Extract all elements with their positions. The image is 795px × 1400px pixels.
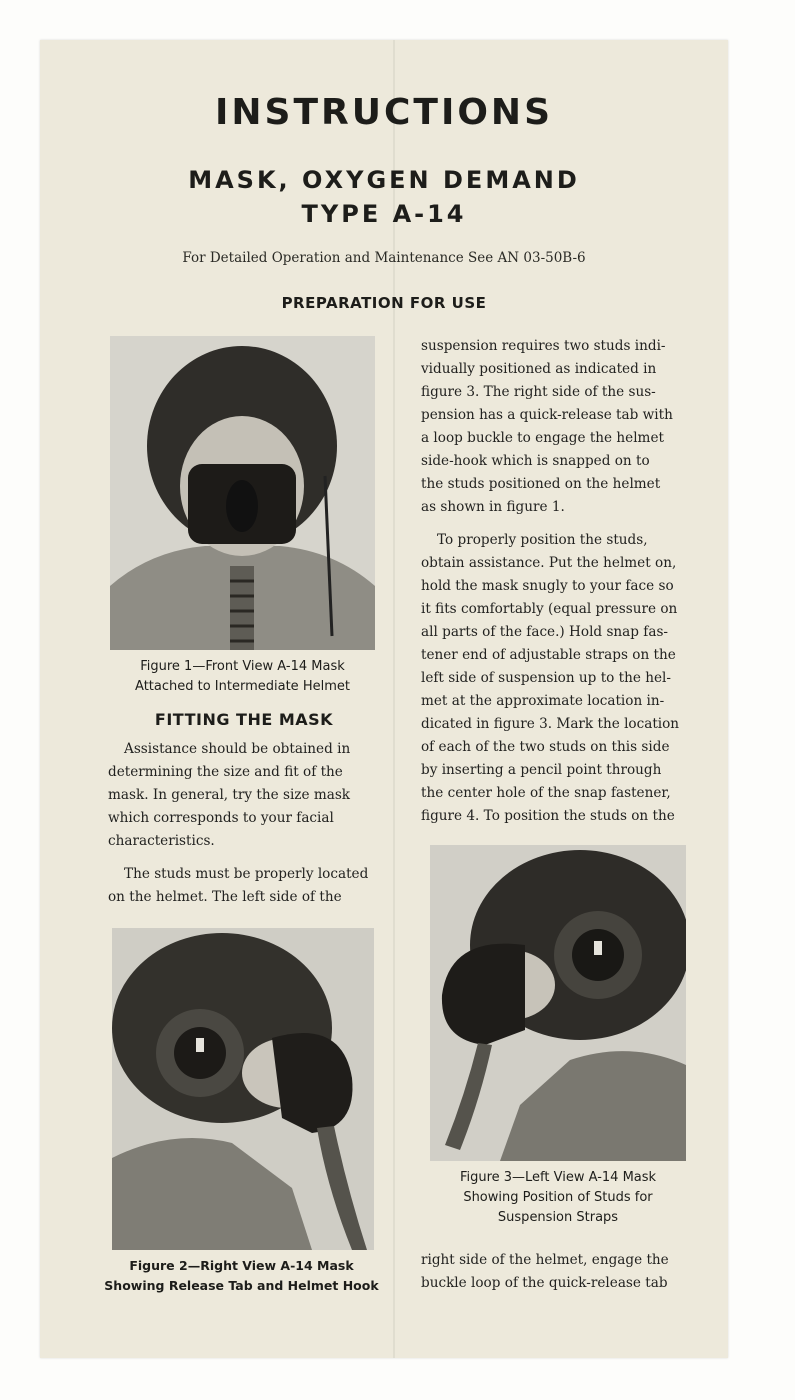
- text-line: side-hook which is snapped on to: [421, 453, 650, 469]
- text-line: as shown in figure 1.: [421, 499, 565, 515]
- text-line: mask. In general, try the size mask: [108, 787, 351, 803]
- text-line: all parts of the face.) Hold snap fas-: [421, 624, 669, 640]
- text-line: determining the size and fit of the: [108, 764, 343, 780]
- figure-2-caption: [95, 1256, 388, 1296]
- figure-3-caption-line2: Showing Position of Studs for: [463, 1190, 653, 1205]
- text-line: hold the mask snugly to your face so: [421, 578, 674, 594]
- suspension-paragraph: [421, 335, 696, 519]
- text-line: pension has a quick-release tab with: [421, 407, 673, 423]
- figure-1-caption-line2: Attached to Intermediate Helmet: [135, 679, 350, 694]
- text-line: characteristics.: [108, 833, 215, 849]
- text-line: a loop buckle to engage the helmet: [421, 430, 664, 446]
- text-line: of each of the two studs on this side: [421, 739, 670, 755]
- figure-1-caption-line1: Figure 1—Front View A-14 Mask: [140, 659, 345, 674]
- figure-2-caption-line1: Figure 2—Right View A-14 Mask: [129, 1258, 354, 1273]
- text-line: dicated in figure 3. Mark the location: [421, 716, 680, 732]
- positioning-paragraph: [421, 529, 696, 828]
- left-view-mask-image: [430, 845, 686, 1161]
- document-title: INSTRUCTIONS: [215, 92, 553, 133]
- figure-1-caption: [100, 657, 385, 697]
- text-line: suspension requires two studs indi-: [421, 338, 666, 354]
- text-line: left side of suspension up to the hel-: [421, 670, 671, 686]
- figure-3-photo: [430, 845, 686, 1161]
- text-line: the center hole of the snap fastener,: [421, 785, 671, 801]
- right-column-text: [421, 335, 696, 838]
- document-subtitle: MASK, OXYGEN DEMAND: [188, 166, 580, 194]
- fitting-heading: FITTING THE MASK: [154, 710, 334, 729]
- figure-3-caption-line3: Suspension Straps: [497, 1210, 619, 1225]
- left-column-text: [108, 738, 383, 919]
- text-line: on the helmet. The left side of the: [108, 889, 342, 905]
- front-view-mask-image: [110, 336, 375, 650]
- text-line: Assistance should be obtained in: [124, 741, 351, 757]
- text-line: met at the approximate location in-: [421, 693, 665, 709]
- text-line: buckle loop of the quick-release tab: [421, 1275, 668, 1291]
- text-line: tener end of adjustable straps on the: [421, 647, 676, 663]
- text-line: figure 4. To position the studs on the: [421, 808, 675, 824]
- text-line: obtain assistance. Put the helmet on,: [421, 555, 677, 571]
- mask-type: TYPE A-14: [301, 200, 467, 228]
- text-line: To properly position the studs,: [437, 532, 648, 548]
- text-line: vidually positioned as indicated in: [421, 361, 657, 377]
- studs-paragraph: [108, 863, 383, 909]
- right-view-mask-image: [112, 928, 374, 1250]
- preparation-heading: PREPARATION FOR USE: [281, 294, 487, 312]
- text-line: the studs positioned on the helmet: [421, 476, 661, 492]
- maintenance-reference: For Detailed Operation and Maintenance See AN 03-50B-6: [182, 250, 586, 266]
- right-column-continued-text: [421, 1249, 696, 1305]
- text-line: The studs must be properly located: [124, 866, 369, 882]
- text-line: figure 3. The right side of the sus-: [421, 384, 656, 400]
- figure-3-caption: [418, 1168, 698, 1228]
- figure-1-photo: [110, 336, 375, 650]
- figure-2-photo: [112, 928, 374, 1250]
- right-side-paragraph: [421, 1249, 696, 1295]
- text-line: which corresponds to your facial: [108, 810, 334, 826]
- figure-3-caption-line1: Figure 3—Left View A-14 Mask: [459, 1170, 657, 1185]
- figure-2-caption-line2: Showing Release Tab and Helmet Hook: [104, 1278, 379, 1293]
- text-line: right side of the helmet, engage the: [421, 1252, 669, 1268]
- text-line: by inserting a pencil point through: [421, 762, 662, 778]
- fold-crease: [393, 40, 395, 1358]
- text-line: it fits comfortably (equal pressure on: [421, 601, 678, 617]
- fitting-paragraph: [108, 738, 383, 853]
